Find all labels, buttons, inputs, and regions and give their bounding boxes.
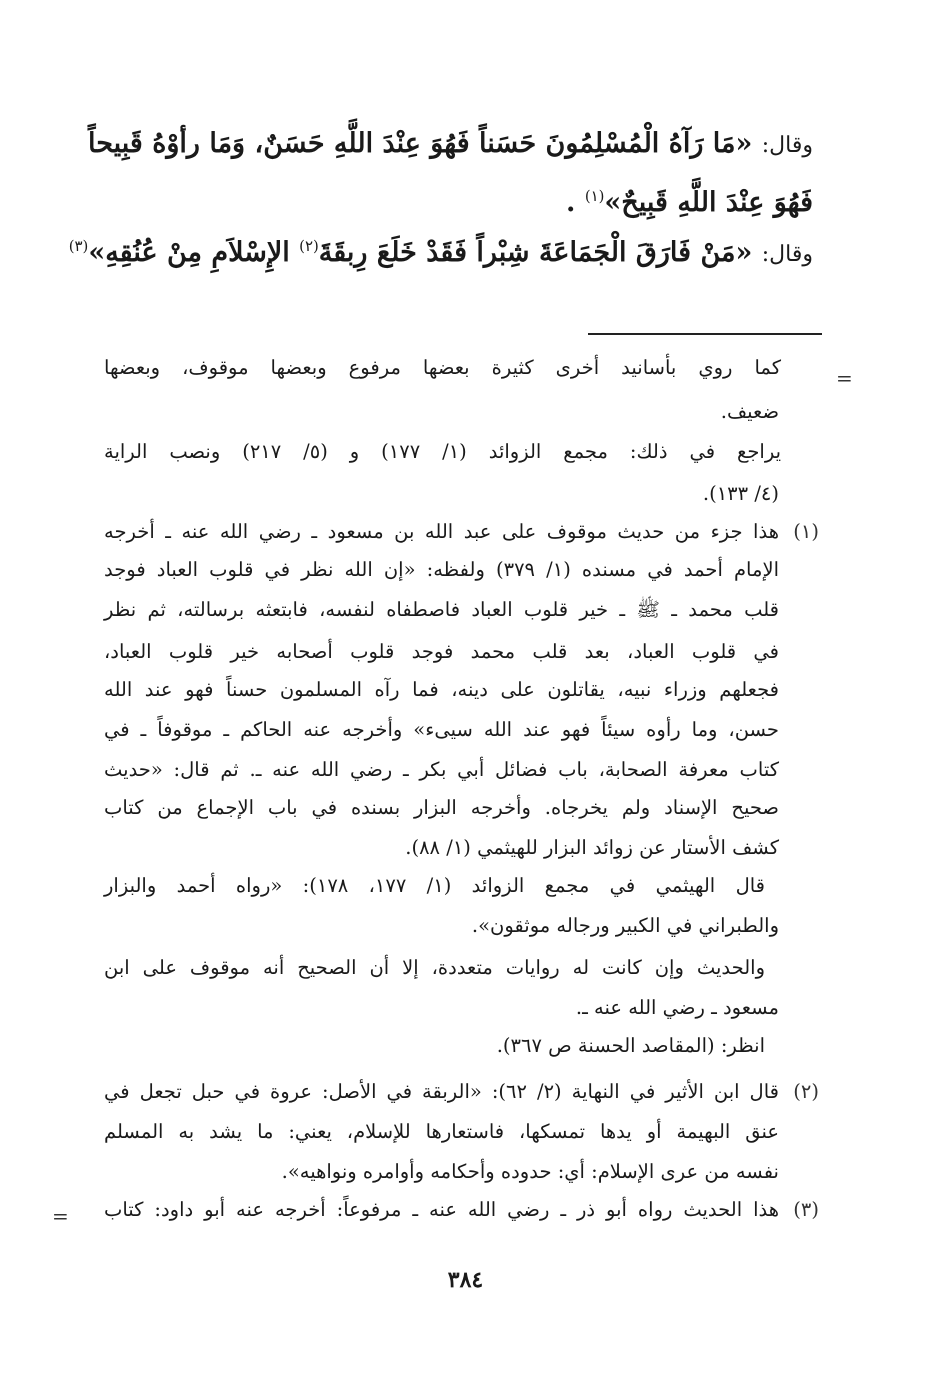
footnote-line: في قلوب العباد، بعد قلب محمد فوجد قلوب أصحابه خير قلوب العباد،: [104, 640, 779, 663]
said-label: وقال:: [761, 242, 813, 267]
said-label: وقال:: [761, 133, 813, 158]
footnote-3: هذا الحديث رواه أبو ذر ـ رضي الله عنه ـ مرفوعاً: أخرجه عنه أبو داود: كتاب: [104, 1198, 779, 1221]
footnote-line: كتاب معرفة الصحابة، باب فضائل أبي بكر ـ رضي الله عنه ـ. ثم قال: «حديث: [104, 758, 779, 781]
footnote-line: مسعود ـ رضي الله عنه ـ.: [575, 996, 779, 1019]
footnote-line: (٤/ ١٣٣).: [702, 482, 779, 505]
footnote-line: يراجع في ذلك: مجمع الزوائد (١/ ١٧٧) و (٥/ ٢١٧) ونصب الراية: [104, 440, 782, 463]
footnote-line: صحيح الإسناد ولم يخرجاه. وأخرجه البزار بسنده في باب الإجماع من كتاب: [104, 796, 779, 819]
continued-mark: =: [836, 366, 853, 390]
footnote-number: (١): [793, 520, 819, 543]
footnote-line: كشف الأستار عن زوائد البزار للهيثمي (١/ ٨٨).: [405, 836, 779, 859]
footnote-2: قال ابن الأثير في النهاية (٢/ ٦٢): «الربقة في الأصل: عروة في حبل تجعل في: [104, 1080, 779, 1103]
footnote-line: حسن، وما رأوه سيئاً فهو عند الله سيىء» وأخرجه عنه الحاكم ـ موقوفاً ـ في: [104, 718, 779, 741]
footnote-separator: [588, 333, 822, 335]
footnote-ref[interactable]: (١): [584, 187, 605, 205]
main-text-line: [566, 176, 813, 223]
footnote-ref[interactable]: (٢): [299, 237, 319, 255]
hadith-quote: فَهُوَ عِنْدَ اللَّهِ قَبِيحٌ»: [604, 187, 813, 218]
hadith-quote: «مَنْ فَارَقَ الْجَمَاعَةَ شِبْراً فَقَدْ خَلَعَ رِبقَةَ: [318, 237, 753, 268]
hadith-quote: الإِسْلاَمِ مِنْ عُنُقِهِ»: [88, 237, 300, 268]
main-text-line: [69, 226, 813, 275]
footnote-line: فجعلهم وزراء نبيه، يقاتلون على دينه، فما رآه المسلمون حسناً فهو عند الله: [104, 678, 779, 701]
footnote-ref[interactable]: (٣): [68, 237, 89, 255]
page-number: ٣٨٤: [447, 1267, 484, 1293]
footnote-line: والطبراني في الكبير ورجاله موثقون».: [471, 914, 779, 937]
hadith-quote: «مَا رَآهُ الْمُسْلِمُونَ حَسَناً فَهُوَ عِنْدَ اللَّهِ حَسَنٌ، وَمَا رأوْهُ قَبِيحاً: [87, 128, 753, 159]
footnote-line: ضعيف.: [720, 400, 779, 423]
footnote-line: انظر: (المقاصد الحسنة ص ٣٦٧).: [496, 1034, 765, 1057]
main-text-line: [88, 124, 813, 166]
punctuation: .: [566, 187, 585, 218]
footnote-line: قال الهيثمي في مجمع الزوائد (١/ ١٧٧، ١٧٨): «رواه أحمد والبزار: [104, 874, 765, 897]
footnote-1: [104, 516, 779, 548]
footnote-line: هذا جزء من حديث موقوف على عبد الله بن مسعود ـ رضي الله عنه ـ أخرجه: [104, 520, 779, 543]
footnote-line: نفسه من عرى الإسلام: أي: حدوده وأحكامه وأوامره ونواهيه».: [281, 1160, 779, 1183]
footnote-line: الإمام أحمد في مسنده (١/ ٣٧٩) ولفظه: «إن الله نظر في قلوب العباد فوجد: [104, 558, 779, 581]
footnote-line: عنق البهيمة أو يدها تمسكها، فاستعارها للإسلام، يعني: ما يشد به المسلم: [104, 1120, 779, 1143]
footnote-line: قلب محمد ـ ﷺ ـ خير قلوب العباد فاصطفاه لنفسه، فابتعثه برسالته، ثم نظر: [104, 598, 779, 621]
footnote-line: كما روي بأسانيد أخرى كثيرة بعضها مرفوع وبعضها موقوف، وبعضها: [104, 356, 781, 379]
continues-mark: =: [52, 1204, 69, 1228]
footnote-number: (٣): [793, 1198, 819, 1221]
footnote-number: (٢): [793, 1080, 819, 1103]
footnote-line: والحديث وإن كانت له روايات متعددة، إلا أن الصحيح أنه موقوف على ابن: [104, 956, 765, 979]
